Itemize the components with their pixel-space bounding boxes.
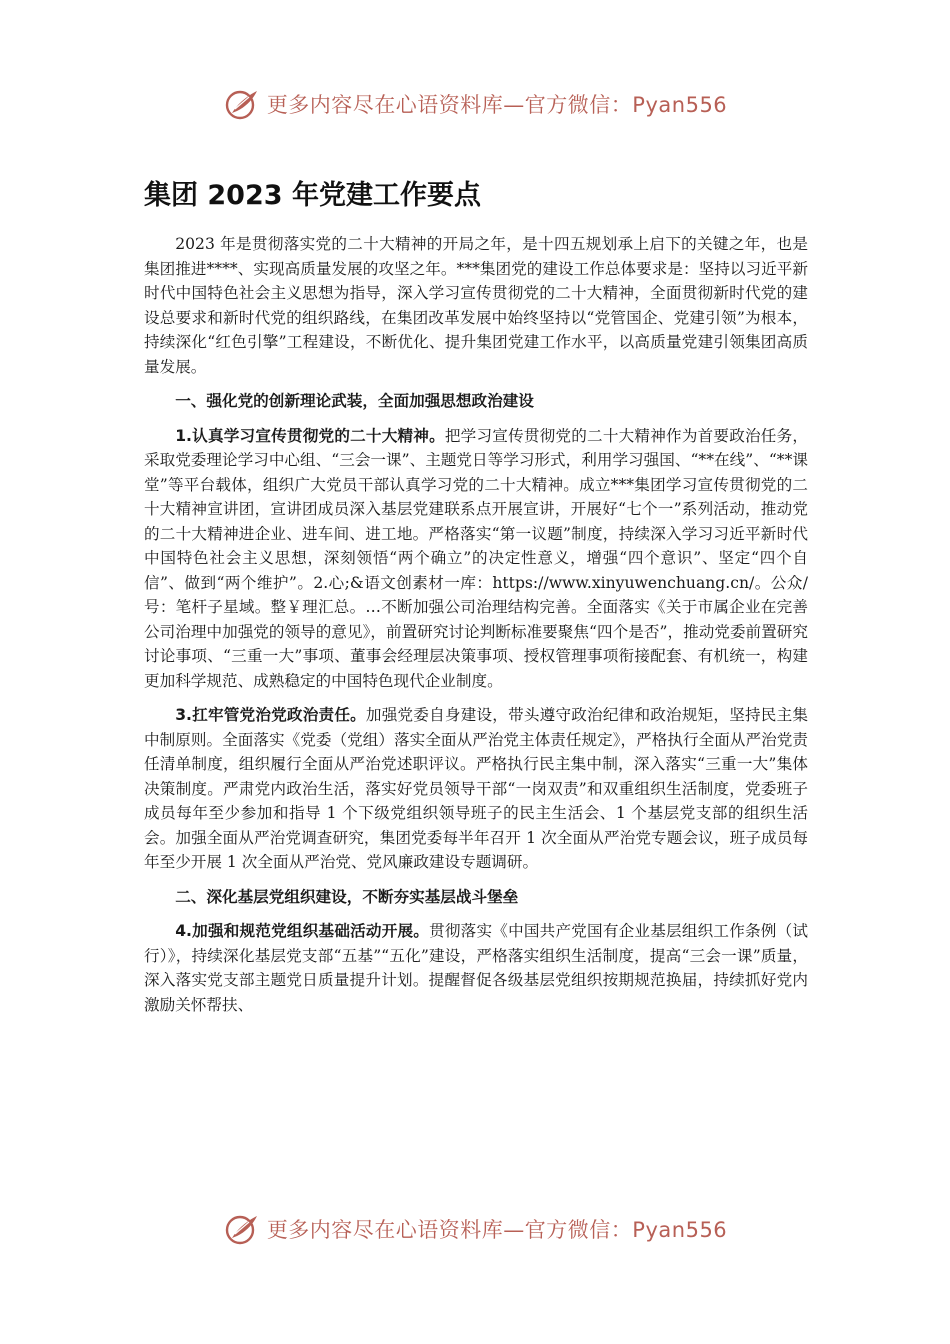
feather-circle-logo-icon	[223, 87, 261, 121]
watermark-text: 更多内容尽在心语资料库—官方微信：Pyan556	[266, 1218, 728, 1242]
header-watermark-banner	[0, 84, 950, 124]
section-heading-1: 一、强化党的创新理论武装，全面加强思想政治建设	[175, 392, 534, 410]
item-lead-4: 4.加强和规范党组织基础活动开展。	[175, 922, 430, 940]
item-paragraph-4	[144, 919, 808, 1017]
feather-circle-logo-icon	[223, 1212, 261, 1246]
item-lead-3: 3.扛牢管党治党政治责任。	[175, 706, 366, 724]
watermark-text: 更多内容尽在心语资料库—官方微信：Pyan556	[266, 93, 728, 117]
document-title: 集团 2023 年党建工作要点	[144, 180, 481, 211]
intro-paragraph: 2023 年是贯彻落实党的二十大精神的开局之年，是十四五规划承上启下的关键之年，也是集团推进****、实现高质量发展的攻坚之年。***集团党的建设工作总体要求是：坚持以习近平新时代中国特色社会主义思想为指导，深入学习宣传贯彻党的二十大精神，全面贯彻新时代党的建设总要求和新时代党的组织路线，在集团改革发展中始终坚持以“党管国企、党建引领”为根本，持续深化“红色引擎”工程建设，不断优化、提升集团党建工作水平，以高质量党建引领集团高质量发展。	[144, 235, 808, 376]
document-body	[144, 232, 808, 1027]
footer-watermark-banner	[0, 1209, 950, 1249]
item-body-3: 加强党委自身建设，带头遵守政治纪律和政治规矩，坚持民主集中制原则。全面落实《党委（党组）落实全面从严治党主体责任规定》，严格执行全面从严治党责任清单制度，组织履行全面从严治党述职评议。严格执行民主集中制，深入落实“三重一大”集体决策制度。严肃党内政治生活，落实好党员领导干部“一岗双责”和双重组织生活制度，党委班子成员每年至少参加和指导 1 个下级党组织领导班子的民主生活会、1 个基层党支部的组织生活会。加强全面从严治党调查研究，集团党委每半年召开 1 次全面从严治党专题会议，班子成员每年至少开展 1 次全面从严治党、党风廉政建设专题调研。	[144, 706, 808, 871]
item-body-1: 把学习宣传贯彻党的二十大精神作为首要政治任务，采取党委理论学习中心组、“三会一课”、主题党日等学习形式，利用学习强国、“**在线”、“**课堂”等平台载体，组织广大党员干部认真学习党的二十大精神。成立***集团学习宣传贯彻党的二十大精神宣讲团，宣讲团成员深入基层党建联系点开展宣讲，开展好“七个一”系列活动，推动党的二十大精神进企业、进车间、进工地。严格落实“第一议题”制度，持续深入学习习近平新时代中国特色社会主义思想，深刻领悟“两个确立”的决定性意义，增强“四个意识”、坚定“四个自信”、做到“两个维护”。2.心;&语文创素材一库：https://www.xinyuwenchuang.cn/。公众/号：笔杆子星域。整￥理汇总。…不断加强公司治理结构完善。全面落实《关于市属企业在完善公司治理中加强党的领导的意见》，前置研究讨论判断标准要聚焦“四个是否”，推动党委前置研究讨论事项、“三重一大”事项、董事会经理层决策事项、授权管理事项衔接配套、有机统一，构建更加科学规范、成熟稳定的中国特色现代企业制度。	[144, 426, 808, 690]
item-body-4: 贯彻落实《中国共产党国有企业基层组织工作条例（试行）》，持续深化基层党支部“五基”“五化”建设，严格落实组织生活制度，提高“三会一课”质量，深入落实党支部主题党日质量提升计划。提醒督促各级基层党组织按期规范换届，持续抓好党内激励关怀帮扶、	[144, 922, 808, 1014]
item-paragraph-3	[144, 703, 808, 875]
section-heading-2: 二、深化基层党组织建设，不断夯实基层战斗堡垒	[175, 887, 519, 906]
item-lead-1: 1.认真学习宣传贯彻党的二十大精神。	[175, 426, 445, 445]
item-paragraph-1	[144, 424, 808, 694]
